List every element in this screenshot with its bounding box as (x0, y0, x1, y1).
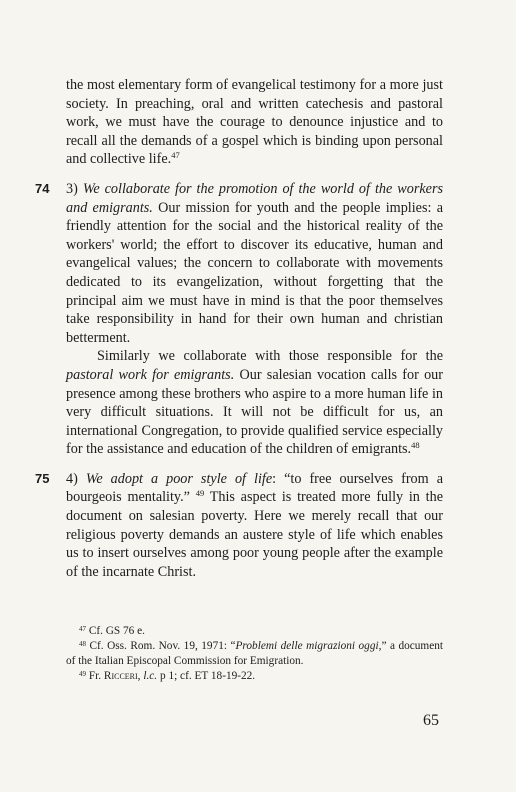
footnote-reference: 47 (171, 150, 180, 161)
text-segment: Similarly we collaborate with those responsible for the (97, 348, 443, 365)
italic-segment: Problemi delle migrazioni oggi, (235, 640, 382, 652)
text-segment: 4) (66, 470, 86, 487)
text-segment: Our salesian vocation calls for our presence among these brothers who aspire to a more human life in very difficult situations. It will not be difficult for us, an international Congregation, to provide qualified service especially for the assistance and education of the children of emigrants. (66, 366, 443, 458)
text-segment: Fr. (86, 670, 104, 682)
footnote-reference: 48 (411, 440, 420, 451)
italic-segment: We adopt a poor style of life (85, 470, 273, 487)
paragraph (66, 76, 443, 169)
italic-segment: pastoral work for emigrants. (66, 366, 235, 383)
article-number: 75 (35, 470, 50, 486)
paragraph (35, 180, 444, 347)
text-segment: , (137, 670, 144, 682)
article-number: 74 (35, 180, 50, 196)
text-segment: This aspect is treated more fully in the document on salesian poverty. Here we merely recall that our religious poverty demands an austere style of life which enables us to insert ourselves among poor young people after the example of the incarnate Christ. (66, 489, 443, 580)
text-segment: Cf. GS 76 e. (86, 625, 145, 637)
text-segment: : “to free ourselves from a bourgeois mentality.” (66, 470, 444, 506)
text-segment: Cf. Oss. Rom. Nov. 19, 1971: “ (86, 640, 236, 652)
footnote-reference: 49 (195, 488, 205, 499)
footnote (66, 639, 443, 669)
footnote-marker: 49 (79, 670, 86, 678)
italic-segment: We collaborate for the promotion of the world of the workers and emigrants. (66, 180, 443, 216)
author-name: Ricceri (103, 670, 138, 682)
paragraph (66, 347, 443, 459)
text-segment: the most elementary form of evangelical testimony for a more just society. In preaching, oral and written catechesis and pastoral work, we must have the courage to denounce injustice and to recall all the demands of a gospel which is binding upon personal and collective life. (66, 77, 443, 168)
page-number: 65 (423, 712, 439, 729)
text-segment: 3) (66, 180, 83, 197)
footnote-marker: 48 (79, 640, 86, 648)
footnote-marker: 47 (79, 625, 86, 633)
footnote (66, 624, 443, 639)
footnotes (66, 624, 443, 684)
text-segment: p 1; cf. ET 18-19-22. (157, 670, 256, 682)
text-segment: ” a document of the Italian Episcopal Commission for Emigration. (66, 640, 444, 667)
paragraph (35, 470, 444, 582)
footnote (66, 669, 443, 684)
body-text (35, 76, 444, 581)
italic-segment: l.c. (143, 670, 158, 682)
text-segment: Our mission for youth and the people implies: a friendly attention for the social and the historical reality of the workers' world; the effort to discover its educative, human and evangelical values; the concern to collaborate with movements dedicated to its evangelization, without forgetting that the principal aim we must have in mind is that the poor themselves take responsibility in hand for their own human and christian betterment. (66, 199, 444, 346)
